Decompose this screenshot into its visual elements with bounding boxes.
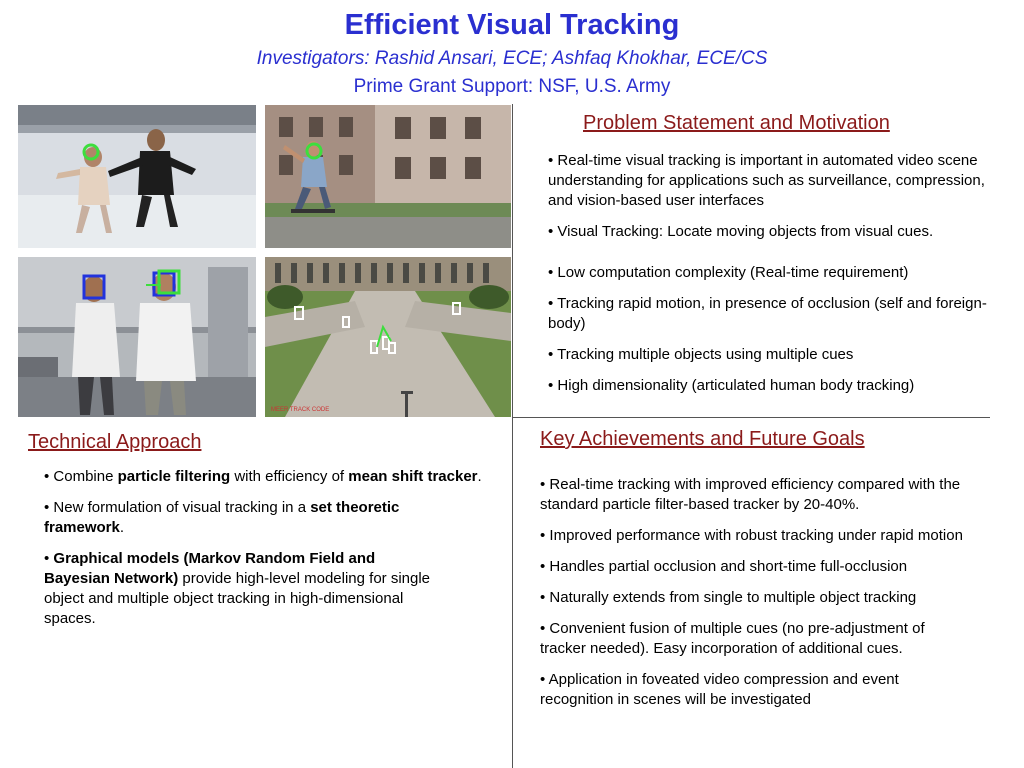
achievements-heading: Key Achievements and Future Goals [540,428,865,450]
achievement-bullet: • Application in foveated video compression and event recognition in scenes will be investigated [540,671,899,708]
achievement-bullet: • Naturally extends from single to multiple object tracking [540,589,917,606]
achievement-bullet: • Handles partial occlusion and short-time full-occlusion [540,558,908,575]
achievement-bullet: • Improved performance with robust tracking under rapid motion [540,527,963,544]
achievements-bullets [540,475,972,721]
problem-bullet: • Visual Tracking: Locate moving objects from visual cues. [548,223,934,240]
technical-bullet: • Combine particle filtering with efficiency of mean shift tracker. [44,468,482,485]
problem-bullet: • Real-time visual tracking is important in automated video scene understanding for applications such as surveillance, compression, and vision-based user interfaces [548,152,985,209]
office-people-tracking-photo [18,257,256,417]
campus-plaza-tracking-photo [265,257,511,417]
slide-title: Efficient Visual Tracking [344,9,680,41]
technical-bullet: • New formulation of visual tracking in a set theoretic framework. [44,499,400,536]
horizontal-divider [512,417,990,418]
vertical-divider [512,104,513,768]
problem-bullets [548,151,998,407]
technical-bullet: • Graphical models (Markov Random Field and Bayesian Network) provide high-level modeling for single object and multiple object tracking in high-dimensional spaces. [44,550,431,627]
campus-caption: MEER TRACK CODE [271,407,330,413]
achievement-bullet: • Real-time tracking with improved efficiency compared with the standard particle filter-based tracker by 20-40%. [540,476,961,513]
achievement-bullet: • Convenient fusion of multiple cues (no pre-adjustment of tracker needed). Easy incorporation of additional cues. [540,620,925,657]
problem-heading: Problem Statement and Motivation [583,112,890,134]
problem-bullet: • Low computation complexity (Real-time requirement) [548,264,909,281]
technical-bullets [44,467,482,640]
investigators-line: Investigators: Rashid Ansari, ECE; Ashfaq Khokhar, ECE/CS [256,48,768,69]
skaters-tracking-photo [18,105,256,248]
grant-support-line: Prime Grant Support: NSF, U.S. Army [353,76,671,97]
problem-bullet: • Tracking rapid motion, in presence of occlusion (self and foreign-body) [548,295,987,332]
problem-bullet: • High dimensionality (articulated human body tracking) [548,377,915,394]
technical-heading: Technical Approach [28,431,202,453]
problem-bullet: • Tracking multiple objects using multiple cues [548,346,854,363]
skateboarder-tracking-photo [265,105,511,248]
